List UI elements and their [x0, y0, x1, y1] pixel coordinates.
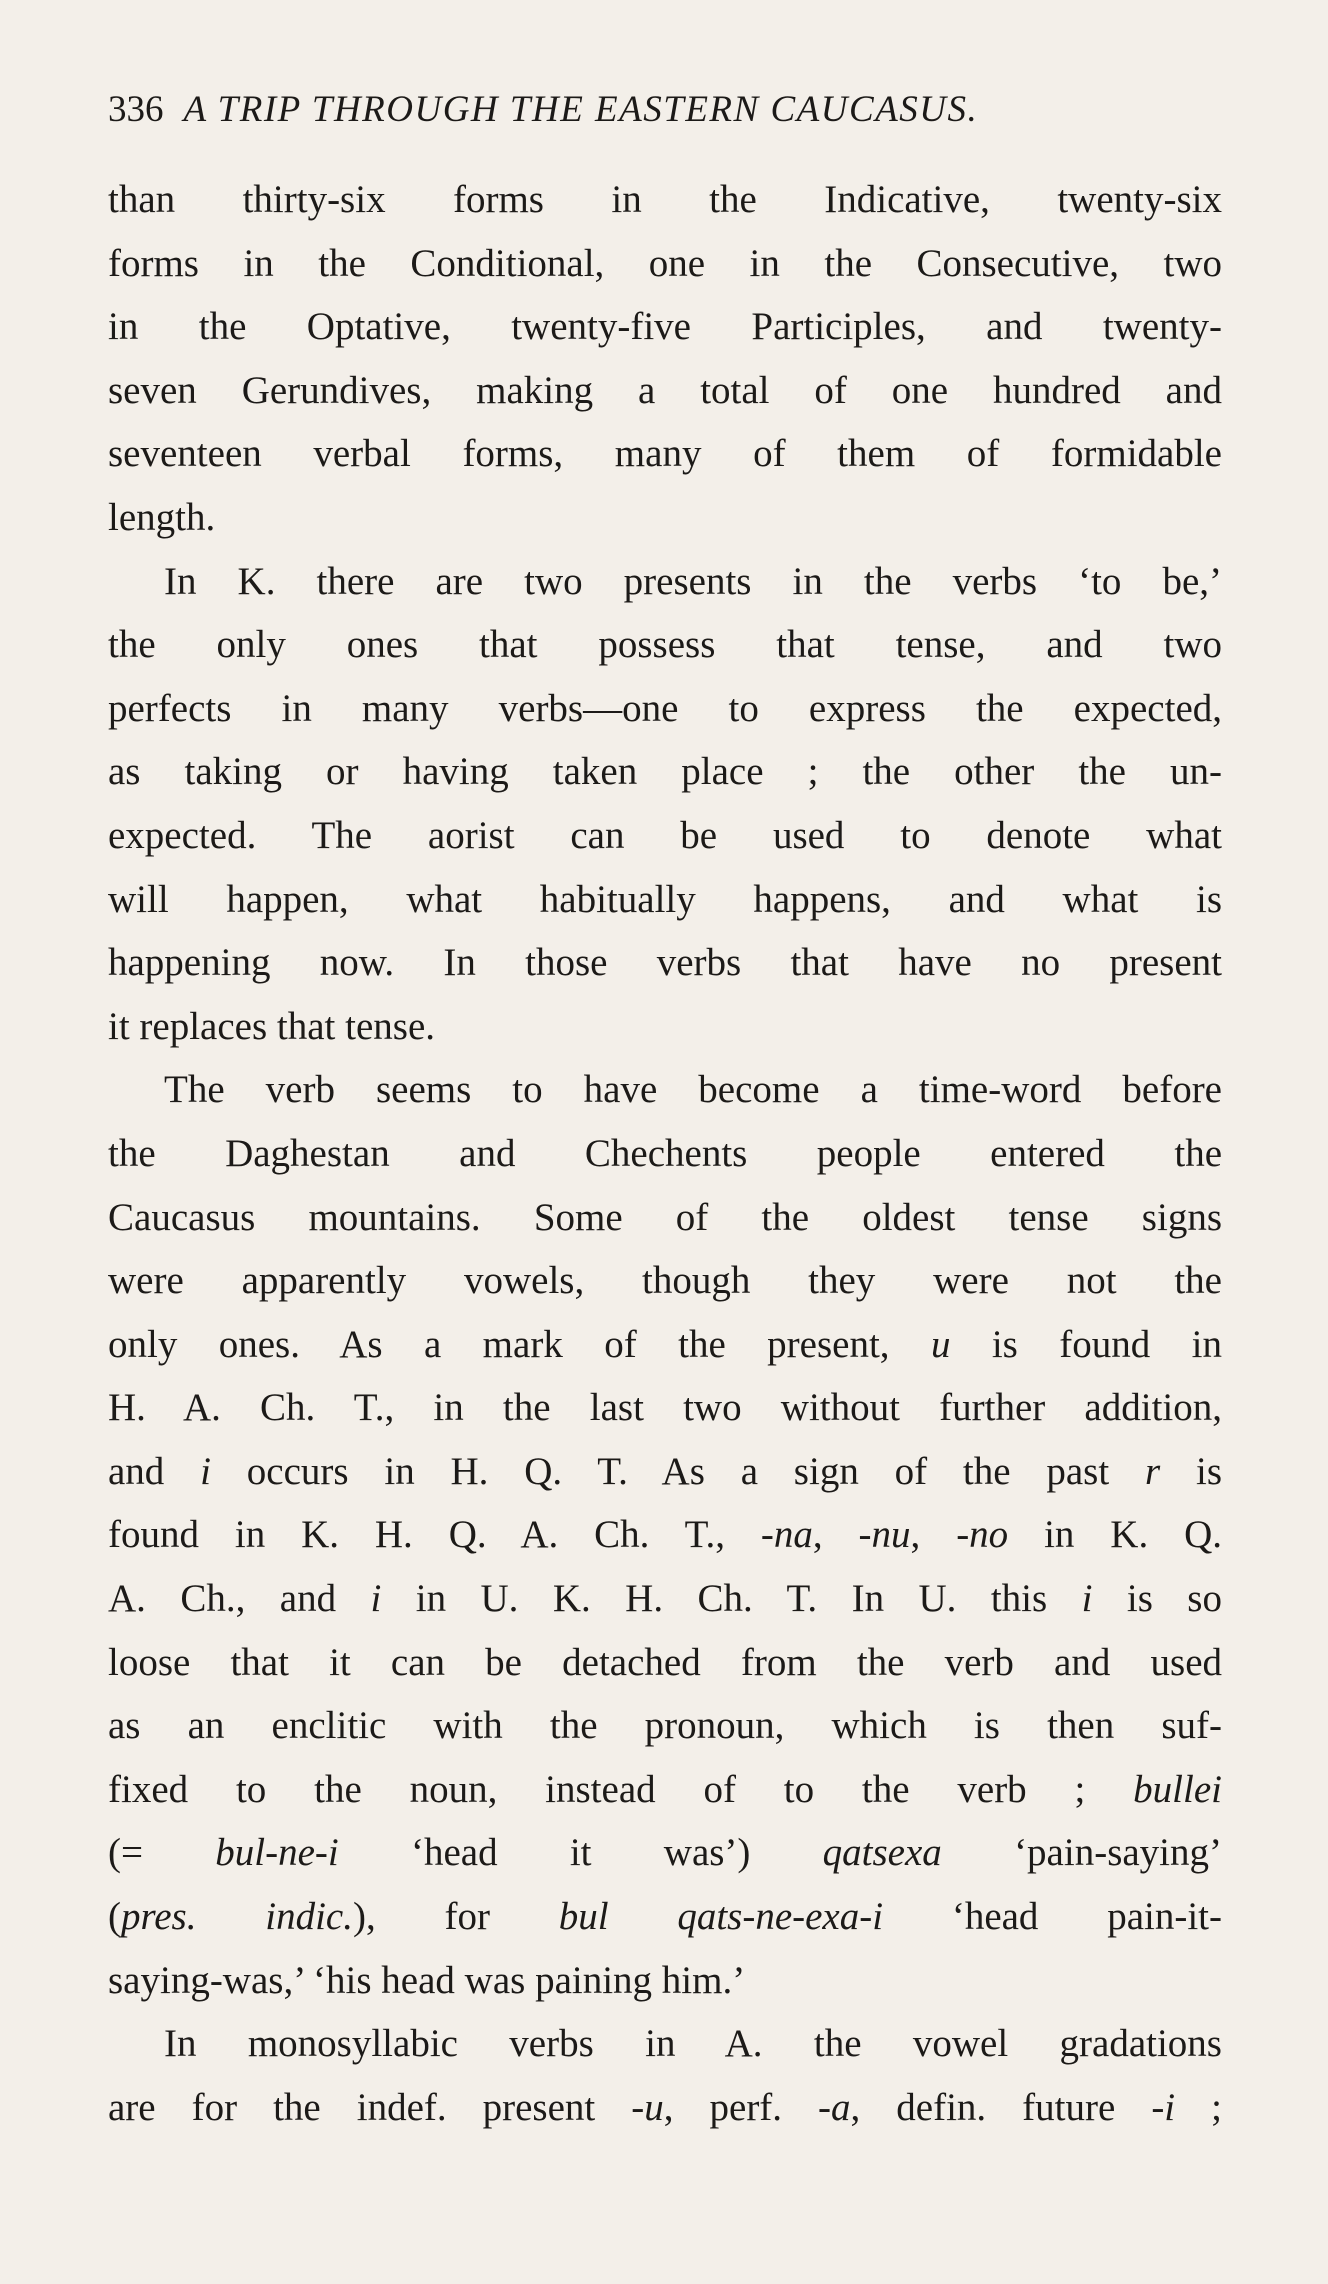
text-line: found in K. H. Q. A. Ch. T., -na, -nu, -no in K. Q. [108, 1513, 1223, 1557]
text-line: seven Gerundives, making a total of one hundred and [108, 368, 1222, 412]
text-line: (pres. indic.), for bul qats-ne-exa-i ‘head pain-it- [108, 1895, 1222, 1939]
body-text [108, 168, 1222, 2139]
text-line: (= bul-ne-i ‘head it was’) qatsexa ‘pain-saying’ [108, 1831, 1223, 1875]
text-line: forms in the Conditional, one in the Consecutive, two [108, 241, 1222, 285]
text-line: were apparently vowels, though they were not the [108, 1259, 1222, 1303]
text-line: length. [108, 495, 216, 539]
text-line: only ones. As a mark of the present, u is found in [108, 1322, 1222, 1366]
text-line: happening now. In those verbs that have no present [108, 941, 1222, 985]
text-line: The verb seems to have become a time-word before [164, 1068, 1222, 1112]
text-line: In K. there are two presents in the verbs ‘to be,’ [164, 559, 1222, 603]
text-line: A. Ch., and i in U. K. H. Ch. T. In U. this i is so [108, 1577, 1222, 1621]
text-line: fixed to the noun, instead of to the verb ; bullei [108, 1767, 1222, 1811]
running-title: A TRIP THROUGH THE EASTERN CAUCASUS. [183, 89, 979, 130]
text-line: In monosyllabic verbs in A. the vowel gradations [164, 2022, 1222, 2066]
running-header [108, 88, 1228, 132]
text-line: seventeen verbal forms, many of them of formidable [108, 432, 1222, 476]
text-line: Caucasus mountains. Some of the oldest tense signs [108, 1195, 1222, 1239]
text-line: will happen, what habitually happens, and what is [108, 877, 1222, 921]
text-line: the only ones that possess that tense, and two [108, 623, 1222, 667]
text-line: perfects in many verbs—one to express the expected, [108, 686, 1222, 730]
page-number: 336 [108, 89, 164, 130]
text-line: are for the indef. present -u, perf. -a, defin. future -i ; [108, 2085, 1222, 2129]
text-line: H. A. Ch. T., in the last two without further addition, [108, 1386, 1222, 1430]
text-line: saying-was,’ ‘his head was paining him.’ [108, 1958, 746, 2002]
text-line: and i occurs in H. Q. T. As a sign of the past r is [108, 1449, 1223, 1493]
text-line: loose that it can be detached from the verb and used [108, 1640, 1222, 1684]
text-line: than thirty-six forms in the Indicative, twenty-six [108, 178, 1222, 221]
text-line: expected. The aorist can be used to denote what [108, 813, 1222, 857]
text-line: as an enclitic with the pronoun, which is then suf- [108, 1704, 1222, 1748]
text-line: the Daghestan and Chechents people entered the [108, 1131, 1222, 1175]
text-line: it replaces that tense. [108, 1004, 436, 1048]
text-line: as taking or having taken place ; the other the un- [108, 750, 1222, 794]
text-line: in the Optative, twenty-five Participles, and twenty- [108, 305, 1222, 349]
